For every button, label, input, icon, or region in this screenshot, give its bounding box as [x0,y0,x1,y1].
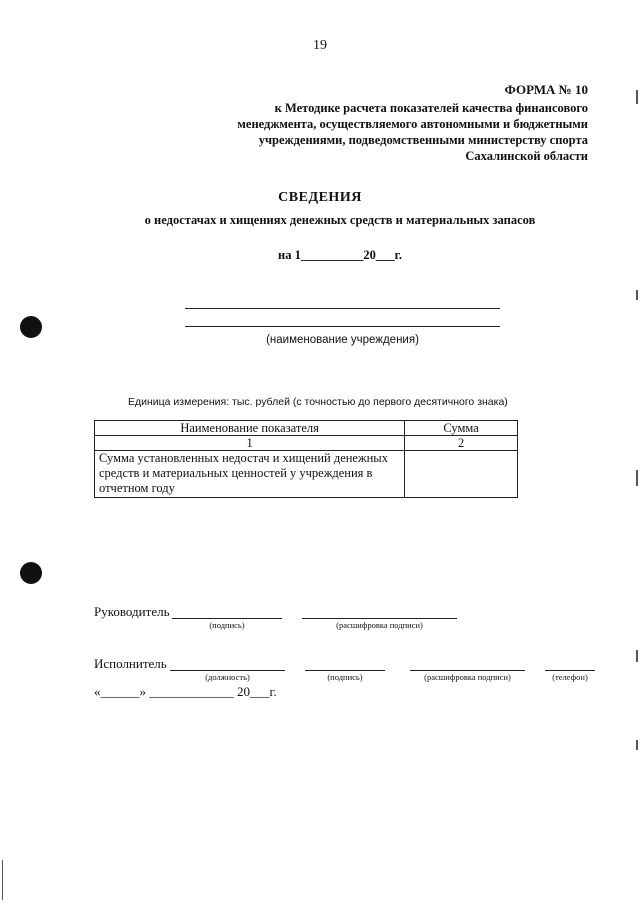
page-number: 19 [313,38,327,53]
executor-signature-line[interactable] [305,670,385,671]
signature-date-line: «______» _____________ 20___г. [94,684,277,699]
punch-hole-mark [20,316,42,338]
scan-edge-mark [636,650,638,662]
indicators-table [94,420,518,498]
units-note: Единица измерения: тыс. рублей (с точностью до первого десятичного знака) [128,396,508,408]
amount-cell[interactable] [405,451,518,498]
executor-phone-line[interactable] [545,670,595,671]
executor-phone-caption: (телефон) [552,672,588,682]
column-number-1: 1 [95,436,405,451]
document-title: СВЕДЕНИЯ [278,190,362,205]
header-amount: Сумма [405,421,518,436]
header-indicator-name: Наименование показателя [95,421,405,436]
institution-name-line-1[interactable] [185,308,500,309]
scan-edge-mark [636,740,638,750]
form-number: ФОРМА № 10 [504,82,588,97]
scan-edge-mark [636,470,638,486]
scan-edge-mark [636,90,638,104]
methodology-reference: к Методике расчета показателей качества финансового менеджмента, осуществляемого автономными и бюджетными учреждениями, подведомственными министерству спорта Сахалинской области [237,101,588,163]
head-decoding-caption: (расшифровка подписи) [336,620,423,630]
table-row [95,451,518,498]
table-column-numbers-row [95,436,518,451]
head-label: Руководитель [94,604,170,619]
report-date-line: на 1__________20___г. [278,248,402,262]
indicator-name-cell: Сумма установленных недостач и хищений денежных средств и материальных ценностей у учреждения в отчетном году [95,451,405,498]
punch-hole-mark [20,562,42,584]
scan-edge-mark [636,290,638,300]
institution-caption: (наименование учреждения) [266,334,419,346]
column-number-2: 2 [405,436,518,451]
executor-decoding-caption: (расшифровка подписи) [424,672,511,682]
executor-label: Исполнитель [94,656,167,671]
executor-decoding-line[interactable] [410,670,525,671]
head-signature-decoding-line[interactable] [302,618,457,619]
institution-name-line-2[interactable] [185,326,500,327]
executor-signature-caption: (подпись) [327,672,363,682]
head-signature-line[interactable] [172,618,282,619]
table-header-row [95,421,518,436]
executor-position-caption: (должность) [205,672,250,682]
executor-position-line[interactable] [170,670,285,671]
scan-edge-mark [2,860,3,900]
document-subtitle: о недостачах и хищениях денежных средств и материальных запасов [144,213,536,227]
head-signature-caption: (подпись) [209,620,245,630]
